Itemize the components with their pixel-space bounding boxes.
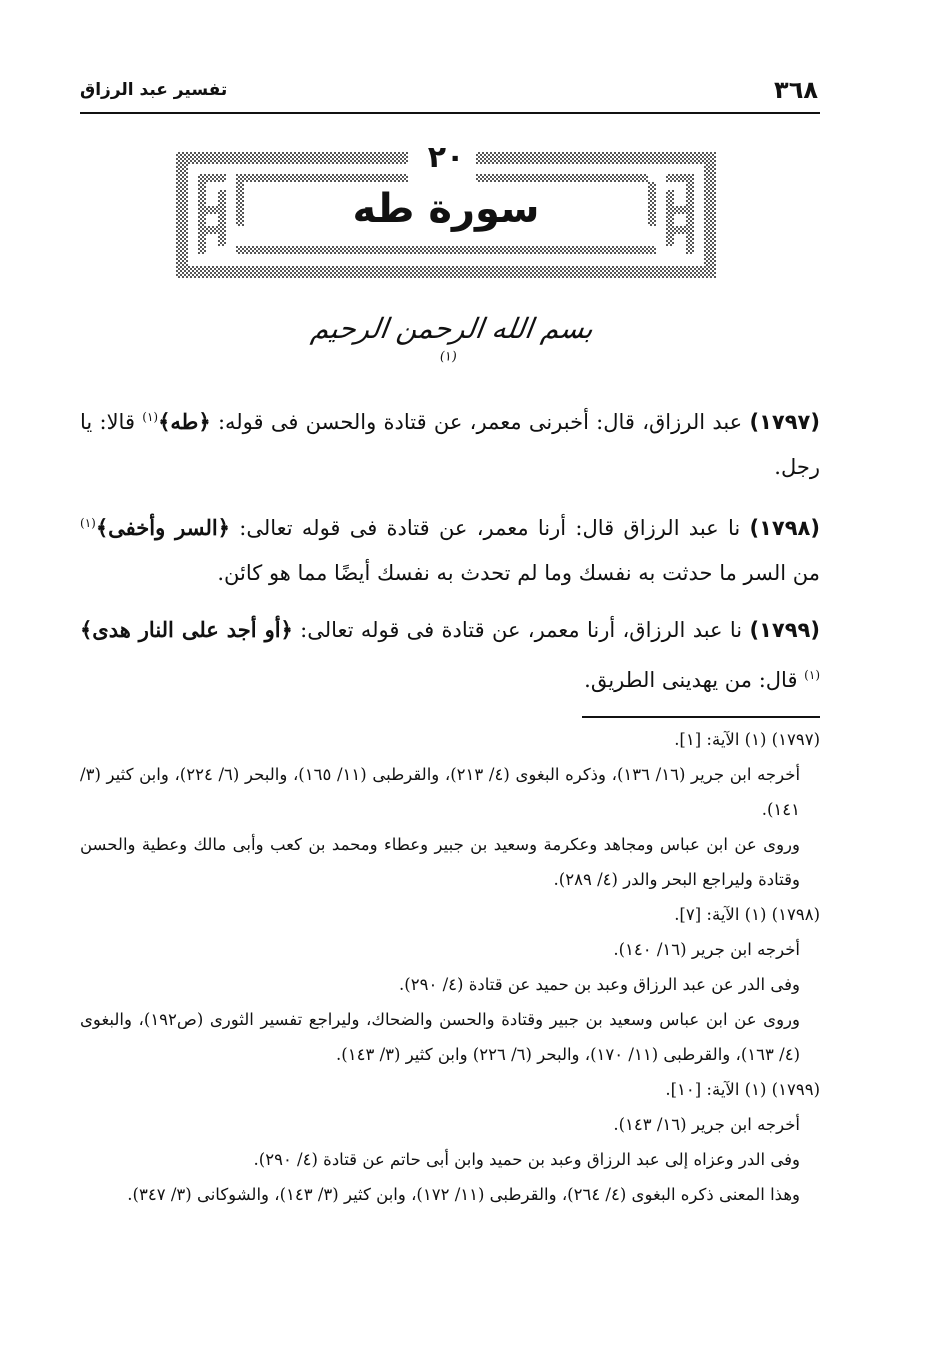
footnote-line: أخرجه ابن جرير (١٦/ ١٣٦)، وذكره البغوى (٤/ ٢١٣)، والقرطبى (١١/ ١٦٥)، والبحر (٦/ ٢٢٤)، وابن كثير (٣/ ١٤١). <box>80 765 801 819</box>
footnote-heading: (١٧٩٩) (١) الآية: [١٠]. <box>665 1080 820 1099</box>
hadith-text-end: قال: من يهدينى الطريق. <box>584 668 798 692</box>
hadith-number: (١٧٩٧) <box>749 410 820 434</box>
surah-banner <box>176 140 716 280</box>
hadith-text: نا عبد الرزاق، أرنا معمر، عن قتادة فى قوله تعالى: <box>300 618 743 642</box>
footnote-line: وفى الدر عن عبد الرزاق وعبد بن حميد عن قتادة (٤/ ٢٩٠). <box>399 975 800 994</box>
footnote-mark: (١) <box>142 410 159 424</box>
footnote-heading: (١٧٩٧) (١) الآية: [١]. <box>674 730 820 749</box>
main-text <box>80 395 820 714</box>
footnote-line: وفى الدر وعزاه إلى عبد الرزاق وعبد بن حميد وابن أبى حاتم عن قتادة (٤/ ٢٩٠). <box>253 1150 800 1169</box>
footnote-line: وهذا المعنى ذكره البغوى (٤/ ٢٦٤)، والقرطبى (١١/ ١٧٢)، وابن كثير (٣/ ١٤٣)، والشوكانى (٣/ ٣٤٧). <box>127 1185 800 1204</box>
footnote-line: أخرجه ابن جرير (١٦/ ١٤٠). <box>613 940 800 959</box>
footnote-line: أخرجه ابن جرير (١٦/ ١٤٣). <box>613 1115 800 1134</box>
quran-verse: ﴿طه﴾ <box>158 409 211 434</box>
footnote-line: وروى عن ابن عباس ومجاهد وعكرمة وسعيد بن جبير وعطاء ومحمد بن كعب وأبى مالك وعطية والحسن وقتادة وليراجع البحر والدر (٤/ ٢٨٩). <box>80 835 800 889</box>
hadith-1799 <box>80 607 820 703</box>
footnotes <box>80 722 820 1212</box>
hadith-number: (١٧٩٩) <box>749 618 820 642</box>
running-title: تفسير عبد الرزاق <box>80 80 228 100</box>
footnote-separator <box>582 716 820 718</box>
hadith-text-end: من السر ما حدثت به نفسك وما لم تحدث به نفسك أيضًا مما هو كائن. <box>217 561 820 585</box>
hadith-text: نا عبد الرزاق قال: أرنا معمر، عن قتادة فى قوله تعالى: <box>239 516 741 540</box>
page-header <box>80 76 818 116</box>
hadith-number: (١٧٩٨) <box>749 516 820 540</box>
footnote-mark: (١) <box>804 668 820 682</box>
surah-title: سورة طه <box>352 186 540 232</box>
hadith-text-end: قالا: يا رجل. <box>80 410 820 479</box>
footnote-mark: (١) <box>80 516 96 530</box>
page-number: ٣٦٨ <box>774 76 818 104</box>
hadith-1797 <box>80 395 820 490</box>
basmala <box>295 312 604 378</box>
surah-number: ٢٠ <box>427 140 465 175</box>
basmala-text: بسم الله الرحمن الرحيم <box>309 312 596 345</box>
footnote-line: وروى عن ابن عباس وسعيد بن جبير وقتادة والحسن والضحاك، وليراجع تفسير الثورى (ص١٩٢)، والبغوى (٤/ ١٦٣)، والقرطبى (١١/ ١٧٠)، والبحر (٦/ ٢٢٦) وابن كثير (٣/ ١٤٣). <box>80 1010 800 1064</box>
basmala-footnote-mark: (١) <box>438 349 458 365</box>
quran-verse: ﴿أو أجد على النار هدى﴾ <box>80 617 293 642</box>
footnote-heading: (١٧٩٨) (١) الآية: [٧]. <box>674 905 820 924</box>
header-rule <box>80 112 820 114</box>
hadith-text: عبد الرزاق، قال: أخبرنى معمر، عن قتادة والحسن فى قوله: <box>217 410 743 434</box>
hadith-1798 <box>80 501 820 596</box>
quran-verse: ﴿السر وأخفى﴾ <box>95 515 230 540</box>
